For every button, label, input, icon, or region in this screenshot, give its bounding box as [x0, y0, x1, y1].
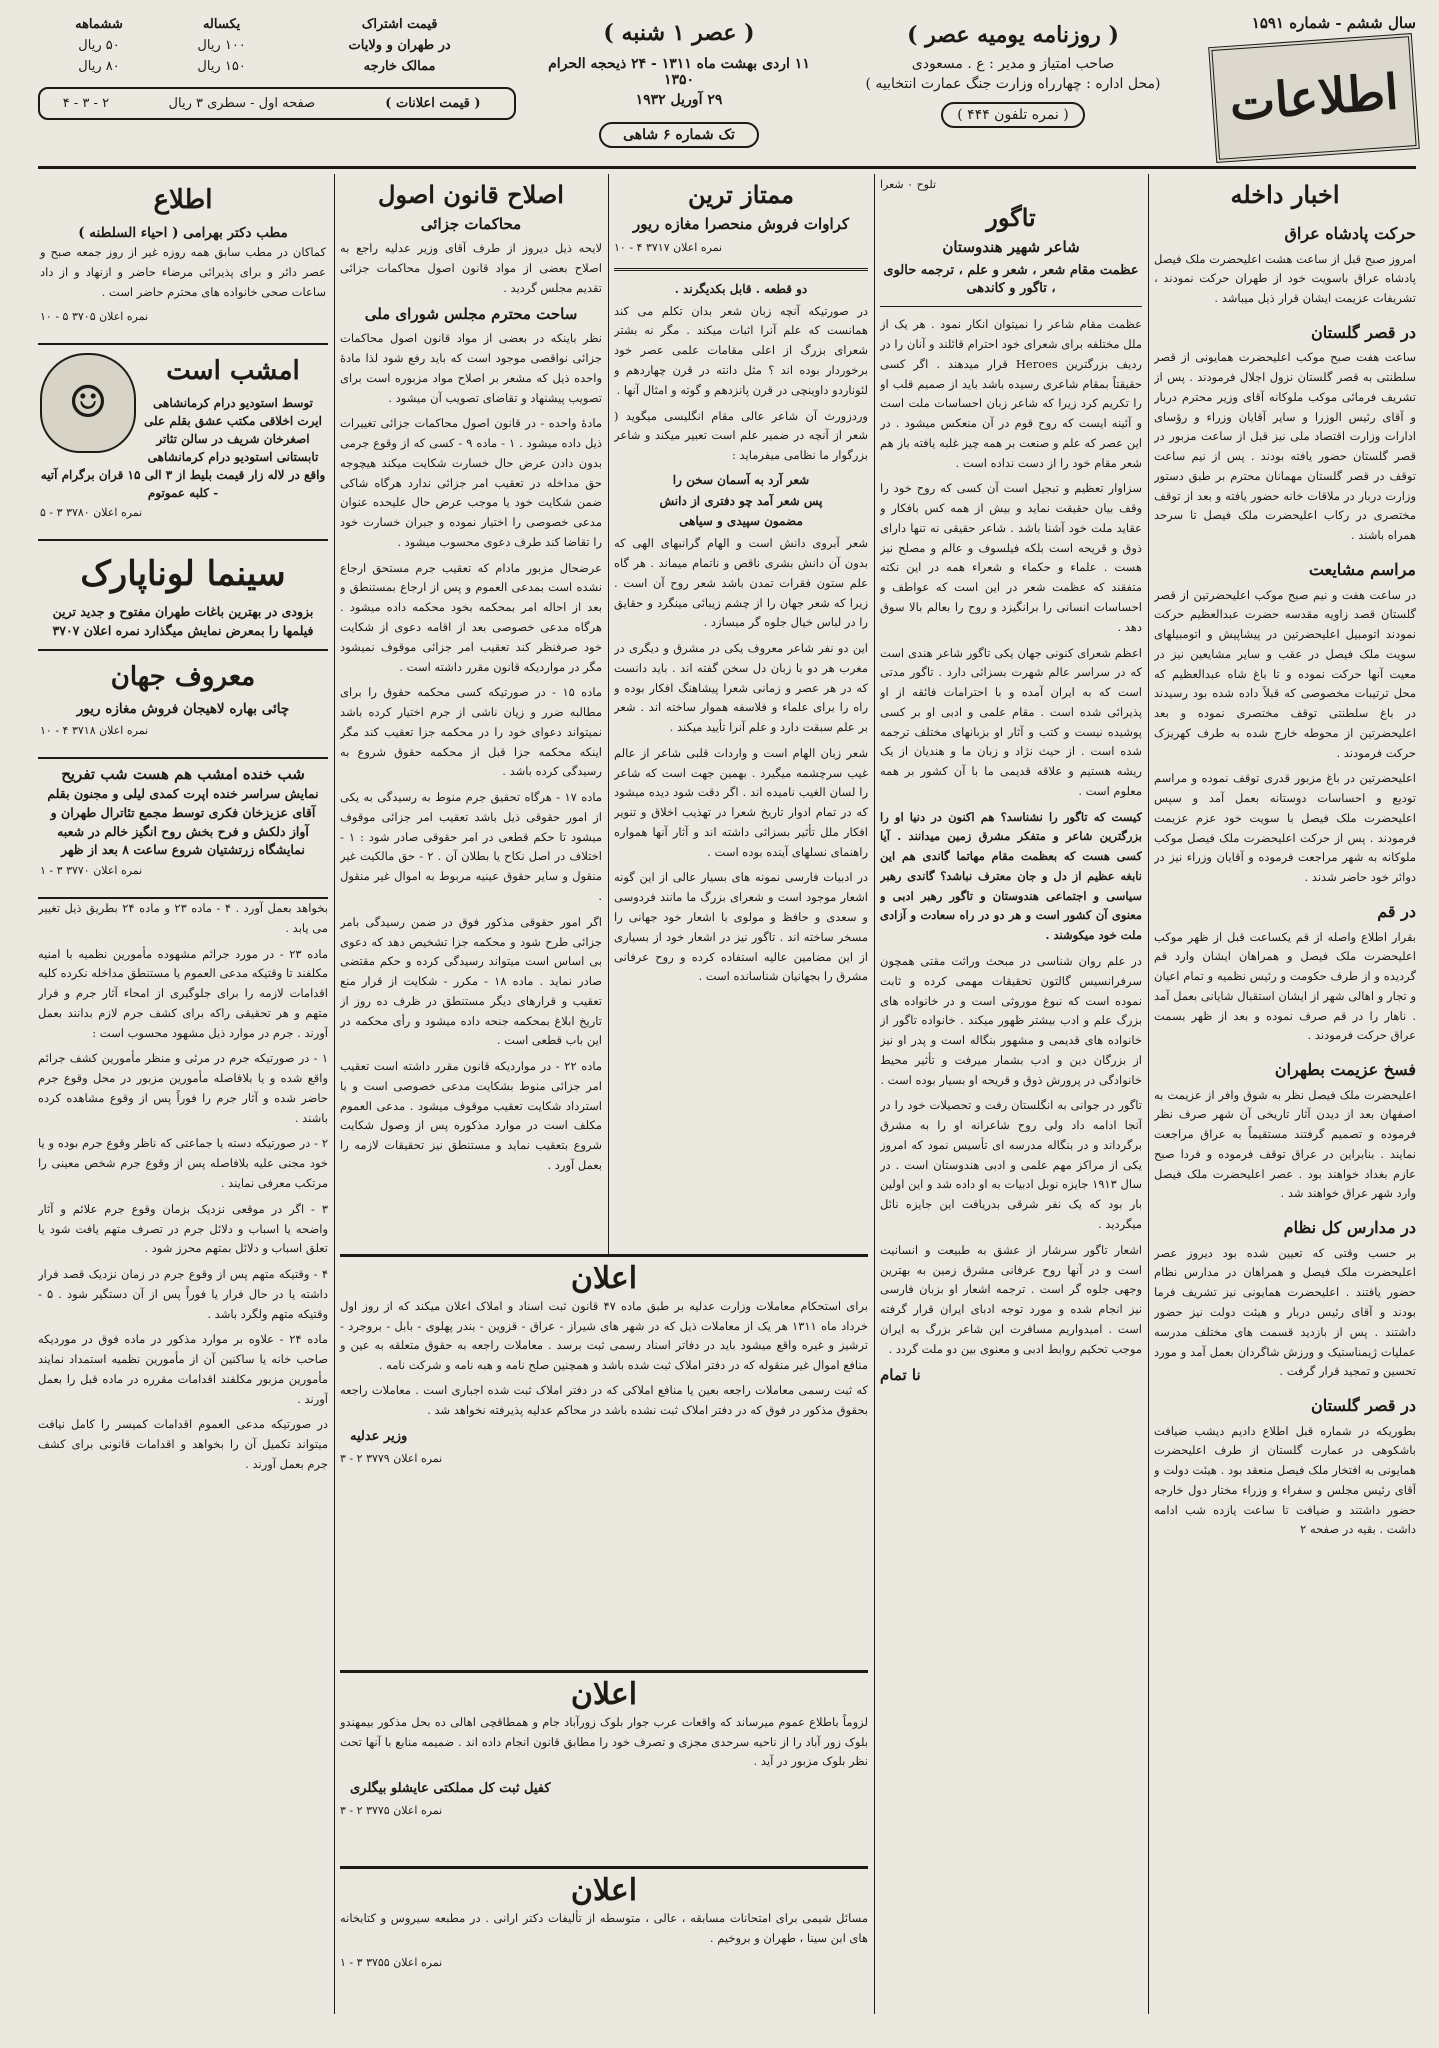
row-value: ۱۰۰ ریال [197, 38, 246, 53]
column-tagore-article [880, 174, 1142, 2014]
article-text: ۲ - در صورتیکه دسته یا جماعتی که ناظر وقوع جرم بوده و یا خود مجنی علیه بلافاصله پس از وقوع جرم شخص معینی را مرتکب معرفی نمایند . [38, 1136, 328, 1190]
date-gregorian: ۲۹ آوریل ۱۹۳۲ [635, 92, 723, 108]
ad-number: نمره اعلان ۳۷۷۰ ۳ - ۱ [40, 864, 143, 878]
article-text: تاگور در جوانی به انگلستان رفت و تحصیلات خود را در آنجا ادامه داد ولی روح شاعرانه او را به مشرق برگرداند و در بنگاله مدرسه ای تأسیس نمود که امروز یکی از مراکز مهم علمی و ادبی هندوستان است . در سال ۱۹۱۳ جایزه نوبل ادبیات به او داده شد و این اولین بار بود که یک نفر شرقی بدریافت این جایزه نائل میگردید . [880, 1098, 1142, 1231]
article-text: ماده ۱۵ - در صورتیکه کسی محکمه حقوق را برای مطالبه ضرر و زیان ناشی از جرم اختیار کرده باشد نمیتواند دعوای خود را در محکمه جزا تعقیب کند مگر اینکه محکمه جزا قبل از محکمه حقوق شروع به رسیدگی کرده باشد . [340, 685, 602, 779]
announcement-signature: کفیل ثبت کل مملکتی عایشلو بیگلری [350, 1780, 551, 1796]
ad-title: اطلاع [153, 185, 213, 215]
row-label: ممالک خارجه [363, 59, 436, 74]
announcement-text: برای استحکام معاملات وزارت عدلیه بر طبق ماده ۴۷ قانون ثبت اسناد و املاک اعلان میکند که از روز اول خرداد ماه ۱۳۱۱ هر یک از معاملات ذیل که در شهر های شیراز - عراق - قزوین - بندر پهلوی - بابل - بروجرد - ترشیز و غیره واقع میشود باید در دفاتر اسناد رسمی ثبت برسد . معاملات راجعه به حقوق متعلقه به عین و منافع اموال غیر منقوله که در دفتر املاک ثبت شده باشد و همچنین صلح نامه و هبه نامه و شرکت نامه . [340, 1299, 868, 1372]
ad-cinema [38, 541, 328, 651]
announcement-title: اعلان [570, 1261, 638, 1296]
article-text: اشعار تاگور سرشار از عشق به طبیعت و انسانیت است و در آنها روح عرفانی مشرق زمین به بهترین وجهی جلوه گر است . ترجمه اشعار او بزبان فارسی نیز انجام شده و مورد توجه ادبای ایران قرار گرفته است . امیدواریم مسافرت این شاعر بزرگ به ایران موجب تحکیم روابط ادبی و معنوی بین دو ملت گردد . [880, 1242, 1142, 1356]
announcement-registry [340, 1670, 868, 1867]
article-text: ۳ - اگر در موقعی نزدیک بزمان وقوع جرم علائم و آثار واضحه یا اسباب و دلائل جرم در تصرف متهم یافت شود یا تعلق اسباب و دلائل بمتهم محرز شود . [38, 1201, 328, 1256]
article-text: بقرار اطلاع واصله از قم یکساعت قبل از ظهر موکب اعلیحضرت ملک فیصل و همراهان ایشان وارد قم گردیده و از طرف حکومت و رئیس نظمیه و تمام اعیان و تجار و اهالی شهر از ایشان استقبال شایانی بعمل آمد . ناهار را در قم صرف نموده و بعد از ظهر بسمت عراق حرکت فرمودند . [1154, 929, 1416, 1043]
article-text: در ساعت هفت و نیم صبح موکب اعلیحضرتین از قصر گلستان قصد زاویه مقدسه حضرت عبدالعظیم حرکت نمودند اتومبیل اعلیحضرتین در پیشاپیش و اتومبیلهای سویت ملک فیصل در عقب و سایر مشایعین نیز در معیت آنها حرکت نموده و تا باغ شاه عبدالعظیم که محل ترتیبات مخصوصی که قبلاً داده شده بود رسیدند در باغ سلطنتی توقف مختصری نموده و بعد اعلیحضرتین از محوطه خارج شده به طرف کهریزک حرکت فرمودند . [1154, 587, 1416, 760]
verse-intro: دو قطعه . قابل بکدیگرند . [674, 281, 808, 296]
to-be-continued: نا تمام [880, 1366, 921, 1385]
announcement-text: لزوماً باطلاع عموم میرساند که واقعات عرب جوار بلوک زورآباد جام و همطاقچی اهالی ده بحل مذکور بیمهندو بلوک زور آباد را از ناحیه سرحدی مجزی و تصرف خود را مطابق قانون انجام داده اند . ضمیمه منابع با آنها تحت نظر بلوک مزبور در آید . [340, 1715, 868, 1769]
headline: مراسم مشایعت [1308, 559, 1416, 579]
article-text: کیست که تاگور را نشناسد؟ هم اکنون در دنیا او را بزرگترین شاعر و متفکر مشرق زمین میدانند . آیا کسی هست که بعظمت مقام مهاتما گاندی هم این نابغه عظیم از دل و جان معترف نباشد؟ گاندی رهبر سیاسی و اجتماعی هندوستان و تاگور رهبر ادبی و معنوی آن کشور است و هر دو در راه سعادت و آزادی ملت خود میکوشند . [880, 809, 1142, 943]
ad-rates-header: صفحه اول - سطری ۳ ریال [168, 96, 316, 111]
ad-comedy [38, 759, 328, 899]
announcement-title: اعلان [570, 1873, 638, 1908]
ad-rates-row: ۲ - ۳ - ۴ [62, 96, 110, 111]
divider [614, 268, 868, 271]
headline: در قم [1377, 901, 1416, 921]
article-text: سزاوار تعظیم و تبجیل است آن کسی که روح خود را وقف بیان حقیقت نماید و بیش از همه کس بافکار و عقاید ملت خود آشنا باشد . شاعر حقیقی نه تنها دارای ذوق و قریحه است بلکه فیلسوف و عالم و مصلح نیز هست . علماء و حکماء و شعراء همه در این نکته متفقند که عظمت شعر در این است که عواطف و احساسات انسانی را برانگیزد و روح را بعالم بالا سوق دهد . [880, 481, 1142, 634]
article-text: شعر آبروی دانش است و الهام گرانبهای الهی که بدون آن دانش بشری ناقص و ناتمام میماند . هر گاه علم ستون فقرات تمدن باشد شعر روح آن است . زیرا که شعر جهان را از چشم زیبائی مینگرد و حقایق را در لباس خیال جلوه گر میسازد . [614, 536, 868, 630]
article-text: در صورتیکه مدعی العموم اقدامات کمیسر را کامل نیافت میتواند تکمیل آن را بخواهد و اقدامات قانونی برای کشف جرم بعمل آورند . [38, 1417, 328, 1471]
announcement-text: که ثبت رسمی معاملات راجعه بعین یا منافع املاکی که در دفتر املاک ثبت شده اجباری است . معاملات راجعه بحقوق مذکور در فوق که در دفتر املاک ثبت نشده باشد در محاکم عدلیه پذیرفته نخواهد شد . [340, 1383, 868, 1417]
article-text: در ادبیات فارسی نمونه های بسیار عالی از این گونه اشعار موجود است و شعرای بزرگ ما مانند فردوسی و سعدی و حافظ و مولوی با اشعار خود جهانی را مسخر ساخته اند . تاگور نیز در اشعار خود از بسیاری از این مضامین عالیه استفاده کرده و روح عرفانی مشرق را بجهانیان شناسانده است . [614, 870, 868, 984]
article-text: اعلیحضرت ملک فیصل نظر به شوق وافر از عزیمت به اصفهان بعد از دیدن آثار تاریخی آن شهر صرف نظر فرموده و تصمیم گرفتند مستقیماً به عراق مراجعت نمایند . بنابراین در عراق توقف فرموده و فردا صبح عازم بغداد خواهند بود . عصر اعلیحضرت ملک فیصل وارد شهر عراق خواهند شد . [1154, 1087, 1416, 1201]
column-divider [1148, 174, 1149, 2014]
ad-theatre-tonight [38, 345, 328, 541]
date-persian: ۱۱ اردی بهشت ماه ۱۳۱۱ - ۲۴ ذیحجه الحرام ۱۳۵۰ [548, 56, 810, 88]
subscription-title: قیمت اشتراک [361, 17, 438, 32]
article-text: عظمت مقام شاعر را نمیتوان انکار نمود . هر یک از ملل مختلفه برای شعرای خود احترام قائلند و آنان را در ردیف بزرگترین Heroes قرار میدهند . اگر کسی حقیقتاً بمقام شاعری رسیده باشد باید از صمیم قلب او را تکریم کرد زیرا که شاعر زبان احساسات ملت است و آئینه ایست که روح قوم در آن منعکس میشود . در این عصر که علم و صنعت بر همه چیز غلبه یافته باز هم شعر مقام خود را از دست نداده است . [880, 317, 1142, 470]
table-row [38, 56, 516, 77]
article-text: ماده ۱۷ - هرگاه تحقیق جرم منوط به رسیدگی به یکی از امور حقوقی ذیل باشد تعقیب امر جزائی موقوف میشود تا حکم قطعی در امر حقوقی صادر شود : ۱ - اختلاف در اصل نکاح یا بطلان آن . ۲ - حق مالکیت غیر منقول و سایر حقوق عینیه مربوط به اموال غیر منقول . [340, 790, 602, 903]
ad-number: نمره اعلان ۳۷۰۵ ۵ - ۱۰ [40, 310, 149, 324]
article-text: در صورتیکه آنچه زبان شعر بدان تکلم می کند همانست که علم آنرا اثبات میکند . مگر نه بشتر شعرای بزرگ از اعلی مقامات علمی عصر خود برخوردار بوده اند ؟ مثل دانته در قرن چهاردهم و لئوناردو داوینچی در قرن پانزدهم و گوته و امثال آنها . [614, 303, 868, 397]
publication-name: ( روزنامه یومیه عصر ) [907, 22, 1119, 48]
headline: حرکت پادشاه عراق [1284, 224, 1416, 243]
ad-text: بزودی در بهترین باغات طهران مفتوح و جدید ترین فیلمها را بمعرض نمایش میگذارد نمره اعلان ۳۷۰۷ [52, 604, 314, 639]
ad-title: سینما لوناپارک [80, 553, 286, 594]
headline: در قصر گلستان [1311, 1396, 1416, 1416]
year-issue: سال ششم - شماره ۱۵۹۱ [1251, 14, 1416, 32]
column-divider [334, 174, 335, 2014]
owner-line: صاحب امتیاز و مدیر : ع . مسعودی [911, 56, 1115, 72]
ad-title: معروف جهان [110, 661, 256, 692]
ad-text: کماکان در مطب سابق همه روزه غیر از روز جمعه صبح و عصر دائر و برای پذیرائی مرضاء حاضر و ازنهاد و از داد ساعات صحی خانواده های محترم حاضر است . [40, 244, 326, 299]
date-block [534, 14, 824, 166]
divider [880, 306, 1142, 307]
verse-line: پس شعر آمد چو دفتری از دانش [659, 493, 823, 508]
ad-number: نمره اعلان ۳۷۱۷ ۴ - ۱۰ [614, 241, 723, 254]
logo-block [1206, 14, 1416, 166]
announcement-number: نمره اعلان ۳۷۷۵ ۲ - ۳ [340, 1803, 443, 1817]
subscription-block [38, 14, 516, 166]
announcement-book [340, 1866, 868, 2023]
headline: فسخ عزیمت بطهران [1274, 1060, 1416, 1080]
article-text: ماده ۲۳ - در مورد جرائم مشهوده مأمورین نظمیه با امنیه مکلفند تا وقتیکه مدعی العموم یا مستنطق مداخله نکرده کلیه اقدامات لازمه را برای جلوگیری از امحاء آثار جرم و فرار متهم و هر تحقیقی راکه برای کشف جرم لازم بدانند بعمل آورند . جرم در موارد ذیل مشهود محسوب است : [38, 946, 328, 1040]
masthead [38, 14, 1416, 174]
article-text: نظر باینکه در بعضی از مواد قانون اصول محاکمات جزائی نواقصی موجود است که باید رفع شود لذا مادۀ واحده ذیل که مشعر بر اصلاح مواد مزبوره است برای تصویب پیشنهاد و تقاضای تصویب آن میشود . [340, 331, 602, 405]
announcement-text: مسائل شیمی برای امتحانات مسابقه ، عالی ، متوسطه از تألیفات دکتر ارانی . در مطبعه سیروس و کتابخانه های ابن سینا ، طهران و بروخیم . [340, 1911, 868, 1945]
article-text: اگر امور حقوقی مذکور فوق در ضمن رسیدگی بامر جزائی طرح شود و محکمه جزا تشخیص دهد که دعوی بی اساس است میتواند رسیدگی کرده و حکم مقتضی صادر نماید . ماده ۱۸ - مکرر - شکایت از قرار منع تعقیب و قرارهای دیگر مستنطق در ظرف ده روز از تاریخ ابلاغ بمحکمه جنحه داده میشود و رأی محکمه در این باب قطعی است . [340, 914, 602, 1048]
article-lead: عظمت مقام شعر ، شعر و علم ، ترجمه حالوی ، تاگور و کاندهی [883, 262, 1139, 297]
column-divider [874, 174, 875, 2014]
ad-number: نمره اعلان ۳۷۱۸ ۴ - ۱۰ [40, 723, 149, 737]
article-subtitle: محاکمات جزائی [420, 215, 522, 233]
newspaper-logo: اطلاعات [1208, 33, 1420, 163]
publication-info [838, 14, 1188, 166]
article-text: ساعت هفت صبح موکب اعلیحضرت همایونی از قصر سلطنتی به قصر گلستان نزول اجلال فرمودند . پس از تشریف فرمائی موکب ملوکانه آقای وزیر محترم دربار و آقای رئیس الوزرا و سایر آقایان وزراء و رؤسای ادارات وزارت اقتصاد ملی نیز قبل از ساعت مزبور در قصر گلستان حضور یافته بودند . پس از نیم ساعت توقف در قصر گلستان مهمانان محترم بر طبق دستور وزارت دربار در ملاقات خانه حضور یافته و بعد از توقف مختصری در رکاب اعلیحضرت ملک فیصل تا سرحد همراه باشند . [1154, 350, 1416, 543]
office-line: (محل اداره : چهارراه وزارت جنگ عمارت انتخابیه ) [865, 76, 1161, 92]
article-lead: لایحه ذیل دیروز از طرف آقای وزیر عدلیه راجع به اصلاح بعضی از مواد قانون اصول محاکمات جزائی تقدیم مجلس گردید . [340, 241, 602, 295]
article-text: ماده ۲۲ - در مواردیکه قانون مقرر داشته است تعقیب امر جزائی منوط بشکایت مدعی خصوصی است و با استرداد شکایت تعقیب موقوف میشود . مدعی العموم مکلف است در موارد مذکوره پس از وصول شکایت شروع بتعقیب نماید و مستنطق نیز تحقیقات لازمه را بعمل آورد . [340, 1059, 602, 1172]
article-title: اصلاح قانون اصول [378, 180, 564, 209]
ad-title: ممتاز ترین [687, 180, 795, 209]
ad-text: توسط استودیو درام کرمانشاهی ایرت اخلاقی مکتب عشق بقلم علی اصغرخان شریف در سالن تئاتر تابستانی استودیو درام کرمانشاهی واقع در لاله زار قیمت بلیط از ۳ الی ۱۵ قران برگرام آتیه - کلبه عموتوم [40, 395, 326, 500]
article-text: این دو نفر شاعر معروف یکی در مشرق و دیگری در مغرب هر دو با زبان دل سخن گفته اند . باید دانست که در هر عصر و زمانی شعرا پیشاهنگ افکار بوده و راه را برای علماء و فلاسفه هموار ساخته اند . شعر بر علم سبقت دارد و علم آنرا تأیید میکند . [614, 641, 868, 735]
masthead-divider [38, 166, 1416, 169]
ad-text: نمایش سراسر خنده اپرت کمدی لیلی و مجنون بقلم آقای عزیزخان فکری توسط مجمع تئاترال طهران و آواز دلکش و فرح بخش روح انگیز خالم در شعبه نمایشگاه زرتشتیان شروع ساعت ۸ بعد از ظهر [47, 786, 319, 858]
table-row [38, 35, 516, 56]
announcement-signature: وزیر عدلیه [350, 1429, 408, 1445]
edition-label: ( عصر ۱ شنبه ) [603, 20, 755, 46]
announcement-justice [340, 1254, 868, 1671]
ad-subtitle: مطب دکتر بهرامی ( احیاء السلطنه ) [78, 224, 288, 241]
article-text: ۱ - در صورتیکه جرم در مرئی و منظر مأمورین کشف جرائم واقع شده و یا بلافاصله مأمورین مزبور در محل وقوع جرم حاضر شده و آثار جرم را فوراً پس از وقوع مشاهده کرده باشند . [38, 1051, 328, 1125]
ad-title: شب خنده امشب هم هست شب تفریح [61, 764, 305, 783]
price-badge: تک شماره ۶ شاهی [599, 122, 759, 148]
ad-subtitle: کراوات فروش منحصرا مغازه ریور [632, 215, 850, 233]
article-text: بطوریکه در شماره قبل اطلاع دادیم دیشب ضیافت باشکوهی در عمارت گلستان از طرف اعلیحضرت همایونی به افتخار ملک فیصل منعقد بود . هیئت دولت و آقای رئیس مجلس و سفراء و وزراء مختار دول خارجه حضور داشتند و ضیافت تا ساعت یازده شب ادامه داشت . بقیه در صفحه ۲ [1154, 1423, 1416, 1537]
phone-badge: ( نمره تلفون ۴۴۴ ) [941, 102, 1084, 128]
article-text: وردزورث آن شاعر عالی مقام انگلیسی میگوید ( شعر از آنچه در ضمیر علم است تعبیر میکند و شاعر بزرگوار ما نظامی میفرماید : [614, 408, 868, 463]
headline: در قصر گلستان [1311, 322, 1416, 342]
announcement-title: اعلان [570, 1677, 638, 1712]
col-halfyear: ششماهه [75, 17, 123, 32]
section-title: اخبار داخله [1230, 180, 1340, 209]
article-text: اعظم شعرای کنونی جهان یکی تاگور شاعر هندی است که در سراسر عالم شهرت بسزائی دارد . تاگور مدتی است که به ایران آمده و با احترامات فائقه از او پذیرائی شده است . مقام علمی و ادبی او بر کسی پوشیده نیست و کتب و آثار او بزبانهای مختلف ترجمه شده است . از حیث نژاد و زبان ما و هندیان از یک ریشه هستیم و علاقه قدیمی ما با آن کشور بر همه معلوم است . [880, 645, 1142, 798]
ad-rates [38, 87, 516, 120]
article-text: ماده ۲۴ - علاوه بر موارد مذکور در ماده فوق در موردیکه صاحب خانه یا ساکنین آن از مأمورین نظمیه استمداد نمایند مأمورین مزبور مکلفند اقدامات مقرره در ماده قبل را بعمل آورند . [38, 1332, 328, 1406]
article-text: عرضحال مزبور مادام که تعقیب جرم مستحق ارجاع نشده است بمدعی العموم و پس از ارجاع بمستنطق و بعد از احاله امر بمحکمه بخود محکمه داده میشود . هرگاه مدعی خصوصی بعد از اقامه دعوی از شکایت خود صرفنظر کند تعقیب امر جزائی موقوف نمیشود مگر در مواردیکه قانون مقرر داشته است . [340, 560, 602, 674]
column-domestic-news [1154, 174, 1416, 2014]
article-text: بر حسب وقتی که تعیین شده بود دیروز عصر اعلیحضرت ملک فیصل و همراهان در مدارس نظام حضور یافتند . اعلیحضرت همایونی نیز تشریف فرما بودند و آقای رئیس دربار و هیئت دولت نیز حضور داشتند . پس از بازدید قسمت های مختلف مدرسه عملیات ژیمناستیک و ورزش شاگردان بعمل آمد و مورد تحسین و تمجید قرار گرفت . [1154, 1245, 1416, 1379]
ad-tea [38, 651, 328, 759]
article-text: امروز صبح قبل از ساعت هشت اعلیحضرت ملک فیصل پادشاه عراق باسویت خود از طهران حرکت نمودند ، تشریفات عزیمت ایشان قرار ذیل میباشد . [1154, 251, 1416, 306]
article-subtitle: شاعر شهیر هندوستان [942, 237, 1080, 256]
verse-line: شعر آرد به آسمان سخن را [672, 472, 810, 487]
verse-line: مضمون سپیدی و سیاهی [679, 514, 803, 529]
column-ads [38, 174, 328, 2014]
col-yearly: یکساله [202, 17, 241, 32]
ad-doctor [38, 174, 328, 345]
columns [38, 174, 1416, 2024]
section-heading: ساحت محترم مجلس شورای ملی [364, 305, 578, 324]
announcement-number: نمره اعلان ۳۷۵۵ ۳ - ۱ [340, 1956, 443, 1970]
ad-number: نمره اعلان ۳۷۸۰ ۳ - ۵ [40, 505, 143, 519]
row-label: در طهران و ولایات [348, 38, 451, 53]
article-text: مادۀ واحده - در قانون اصول محاکمات جزائی تغییرات ذیل داده میشود . ۱ - ماده ۹ - کسی که از وقوع جرمی بدون دادن عرض حال خسارت شکایت میکند هیچوجه حق مداخله در تعقیب امر جزائی ندارد هرگاه شاکی ضمن شکایت خود یا موجب عرض حال علیحده عنوان مدعی خصوصی را اختیار نموده و جبران خسارت خود را تقاضا کند طرف دعوی محسوب میشود . [340, 416, 602, 549]
ad-rates-title: ( قیمت اعلانات ) [385, 96, 481, 111]
article-text: بخواهد بعمل آورد . ۴ - ماده ۲۳ و ماده ۲۴ بطریق ذیل تغییر می یابد . [38, 901, 328, 935]
subscription-table [38, 14, 516, 77]
row-value: ۸۰ ریال [78, 59, 120, 74]
article-text: شعر زبان الهام است و واردات قلبی شاعر از عالم غیب سرچشمه میگیرد . بهمین جهت است که شاعر را لسان الغیب نامیده اند . اگر دقت شود دیده میشود که در تمام ادوار تاریخ شعرا در تهذیب اخلاق و تنویر افکار ملل تأثیر بسزائی داشته اند و آثار آنها همواره راهنمای نسلهای آینده بوده است . [614, 745, 868, 859]
article-text: اعلیحضرتین در باغ مزبور قدری توقف نموده و مراسم تودیع و احساسات دوستانه بعمل آمد و سپس اعلیحضرت ملک فیصل با سویت خود عزم عزیمت فرمودند . پس از حرکت اعلیحضرت ملک فیصل موکب ملوکانه به شهر مراجعت فرموده و آقایان وزراء نیز در دوائر خود حاضر شدند . [1154, 771, 1416, 885]
row-value: ۱۵۰ ریال [197, 59, 246, 74]
ad-title: امشب است [166, 356, 300, 387]
ad-text: چائی بهاره لاهیجان فروش مغازه ریور [76, 701, 290, 718]
headline: در مدارس کل نظام [1283, 1218, 1416, 1238]
article-text: ۴ - وقتیکه متهم پس از وقوع جرم در زمان نزدیک قصد فرار داشته یا در حال فرار یا فوراً پس از آن دستگیر شود . ۵ - وقتیکه متهم ولگرد باشد . [38, 1267, 328, 1321]
column-kicker: تلوح ۰ شعرا [880, 178, 937, 191]
row-value: ۵۰ ریال [78, 38, 120, 53]
article-text: در علم روان شناسی در مبحث وراثت مقتی همچون سرفرانسیس گالتون تحقیقات مهمی کرده و ثابت نموده است که نبوغ موروثی است و در خانواده های بزرگ علم و ادب بیشتر ظهور میکند . خانواده تاگور از خانواده های قدیمی و مشهور بنگاله است و پدر او نیز از بزرگان دین و ادب بشمار میرفت و تأثیر محیط خانوادگی در پرورش ذوق و قریحه او بسیار بوده است . [880, 954, 1142, 1087]
article-title: تاگور [986, 202, 1036, 232]
theatre-mask-icon: ☺ [40, 353, 136, 453]
announcement-number: نمره اعلان ۳۷۷۹ ۲ - ۳ [340, 1452, 443, 1466]
